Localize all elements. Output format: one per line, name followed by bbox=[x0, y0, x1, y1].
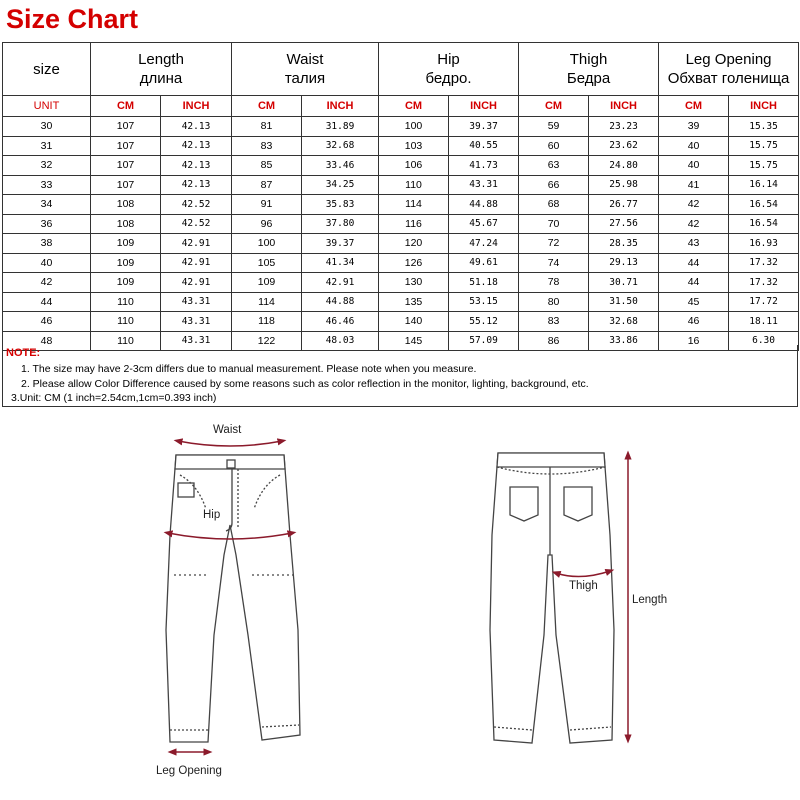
inch-cell: 42.91 bbox=[161, 234, 232, 254]
inch-cell: 39.37 bbox=[449, 117, 519, 137]
cm-cell: 100 bbox=[232, 234, 302, 254]
cm-cell: 107 bbox=[91, 156, 161, 176]
waist-measure-line bbox=[178, 424, 282, 446]
inch-cell: 55.12 bbox=[449, 312, 519, 332]
cm-cell: 83 bbox=[519, 312, 589, 332]
inch-cell: 40.55 bbox=[449, 136, 519, 156]
inch-cell: 42.91 bbox=[302, 273, 379, 293]
size-cell: 48 bbox=[3, 331, 91, 351]
inch-cell: 42.91 bbox=[161, 273, 232, 293]
cm-cell: 41 bbox=[659, 175, 729, 195]
inch-cell: 15.75 bbox=[729, 136, 799, 156]
cm-cell: 140 bbox=[379, 312, 449, 332]
inch-cell: 42.13 bbox=[161, 136, 232, 156]
inch-cell: 41.73 bbox=[449, 156, 519, 176]
table-row bbox=[3, 292, 799, 312]
cm-cell: 100 bbox=[379, 117, 449, 137]
inch-cell: 17.32 bbox=[729, 273, 799, 293]
cm-cell: 110 bbox=[91, 312, 161, 332]
size-cell: 44 bbox=[3, 292, 91, 312]
unit-inch: INCH bbox=[449, 96, 519, 117]
table-row bbox=[3, 117, 799, 137]
cm-cell: 91 bbox=[232, 195, 302, 215]
inch-cell: 44.88 bbox=[449, 195, 519, 215]
cm-cell: 85 bbox=[232, 156, 302, 176]
size-cell: 31 bbox=[3, 136, 91, 156]
waist-header: Waist талия bbox=[232, 43, 379, 96]
unit-inch: INCH bbox=[302, 96, 379, 117]
cm-cell: 60 bbox=[519, 136, 589, 156]
leg-opening-label: Leg Opening bbox=[156, 765, 222, 777]
thigh-label: Thigh bbox=[569, 580, 598, 592]
note-line-1: 1. The size may have 2-3cm differs due to manual measurement. Please note when you measure. bbox=[21, 363, 477, 375]
inch-cell: 16.54 bbox=[729, 195, 799, 215]
cm-cell: 59 bbox=[519, 117, 589, 137]
inch-cell: 42.52 bbox=[161, 195, 232, 215]
cm-cell: 39 bbox=[659, 117, 729, 137]
cm-cell: 87 bbox=[232, 175, 302, 195]
cm-cell: 107 bbox=[91, 136, 161, 156]
size-cell: 46 bbox=[3, 312, 91, 332]
inch-cell: 30.71 bbox=[589, 273, 659, 293]
note-line-3: 3.Unit: CM (1 inch=2.54cm,1cm=0.393 inch) bbox=[11, 392, 217, 404]
inch-cell: 53.15 bbox=[449, 292, 519, 312]
size-cell: 33 bbox=[3, 175, 91, 195]
size-cell: 30 bbox=[3, 117, 91, 137]
inch-cell: 25.98 bbox=[589, 175, 659, 195]
cm-cell: 145 bbox=[379, 331, 449, 351]
cm-cell: 114 bbox=[232, 292, 302, 312]
table-row bbox=[3, 234, 799, 254]
inch-cell: 15.35 bbox=[729, 117, 799, 137]
inch-cell: 18.11 bbox=[729, 312, 799, 332]
size-chart-table bbox=[2, 42, 799, 351]
cm-cell: 86 bbox=[519, 331, 589, 351]
table-row bbox=[3, 175, 799, 195]
inch-cell: 23.62 bbox=[589, 136, 659, 156]
length-label: Length bbox=[632, 594, 668, 606]
leg-opening-measure-line bbox=[156, 752, 222, 777]
inch-cell: 17.72 bbox=[729, 292, 799, 312]
cm-cell: 110 bbox=[91, 331, 161, 351]
cm-cell: 114 bbox=[379, 195, 449, 215]
inch-cell: 29.13 bbox=[589, 253, 659, 273]
size-cell: 40 bbox=[3, 253, 91, 273]
cm-cell: 109 bbox=[91, 273, 161, 293]
inch-cell: 49.61 bbox=[449, 253, 519, 273]
table-row bbox=[3, 312, 799, 332]
inch-cell: 17.32 bbox=[729, 253, 799, 273]
cm-cell: 44 bbox=[659, 253, 729, 273]
size-cell: 34 bbox=[3, 195, 91, 215]
cm-cell: 45 bbox=[659, 292, 729, 312]
cm-cell: 110 bbox=[91, 292, 161, 312]
size-cell: 42 bbox=[3, 273, 91, 293]
unit-cm: CM bbox=[519, 96, 589, 117]
cm-cell: 109 bbox=[91, 234, 161, 254]
inch-cell: 37.80 bbox=[302, 214, 379, 234]
cm-cell: 81 bbox=[232, 117, 302, 137]
cm-cell: 105 bbox=[232, 253, 302, 273]
inch-cell: 16.93 bbox=[729, 234, 799, 254]
cm-cell: 63 bbox=[519, 156, 589, 176]
inch-cell: 48.03 bbox=[302, 331, 379, 351]
inch-cell: 35.83 bbox=[302, 195, 379, 215]
cm-cell: 130 bbox=[379, 273, 449, 293]
inch-cell: 45.67 bbox=[449, 214, 519, 234]
measurement-illustration bbox=[0, 405, 800, 800]
unit-cm: CM bbox=[91, 96, 161, 117]
inch-cell: 42.13 bbox=[161, 156, 232, 176]
leg-opening-header: Leg Opening Обхват голенища bbox=[659, 43, 799, 96]
cm-cell: 108 bbox=[91, 195, 161, 215]
size-cell: 36 bbox=[3, 214, 91, 234]
header-row bbox=[3, 43, 799, 96]
cm-cell: 68 bbox=[519, 195, 589, 215]
waist-label: Waist bbox=[213, 424, 242, 436]
inch-cell: 44.88 bbox=[302, 292, 379, 312]
cm-cell: 106 bbox=[379, 156, 449, 176]
inch-cell: 39.37 bbox=[302, 234, 379, 254]
hip-header: Hip бедро. bbox=[379, 43, 519, 96]
cm-cell: 43 bbox=[659, 234, 729, 254]
front-jeans-drawing bbox=[166, 455, 300, 742]
size-cell: 38 bbox=[3, 234, 91, 254]
inch-cell: 27.56 bbox=[589, 214, 659, 234]
cm-cell: 107 bbox=[91, 117, 161, 137]
inch-cell: 24.80 bbox=[589, 156, 659, 176]
inch-cell: 31.50 bbox=[589, 292, 659, 312]
inch-cell: 42.91 bbox=[161, 253, 232, 273]
inch-cell: 15.75 bbox=[729, 156, 799, 176]
cm-cell: 109 bbox=[232, 273, 302, 293]
inch-cell: 42.13 bbox=[161, 175, 232, 195]
cm-cell: 108 bbox=[91, 214, 161, 234]
cm-cell: 70 bbox=[519, 214, 589, 234]
cm-cell: 83 bbox=[232, 136, 302, 156]
table-row bbox=[3, 195, 799, 215]
inch-cell: 16.54 bbox=[729, 214, 799, 234]
unit-label: UNIT bbox=[3, 96, 91, 117]
table-row bbox=[3, 136, 799, 156]
inch-cell: 32.68 bbox=[589, 312, 659, 332]
inch-cell: 46.46 bbox=[302, 312, 379, 332]
inch-cell: 33.86 bbox=[589, 331, 659, 351]
cm-cell: 118 bbox=[232, 312, 302, 332]
page-title: Size Chart bbox=[6, 4, 139, 34]
inch-cell: 43.31 bbox=[161, 292, 232, 312]
length-measure-line bbox=[628, 455, 667, 739]
inch-cell: 43.31 bbox=[161, 312, 232, 332]
unit-cm: CM bbox=[659, 96, 729, 117]
inch-cell: 43.31 bbox=[449, 175, 519, 195]
inch-cell: 51.18 bbox=[449, 273, 519, 293]
unit-cm: CM bbox=[379, 96, 449, 117]
cm-cell: 44 bbox=[659, 273, 729, 293]
inch-cell: 57.09 bbox=[449, 331, 519, 351]
table-row bbox=[3, 253, 799, 273]
inch-cell: 28.35 bbox=[589, 234, 659, 254]
cm-cell: 72 bbox=[519, 234, 589, 254]
notes-box bbox=[2, 345, 798, 407]
cm-cell: 40 bbox=[659, 156, 729, 176]
thigh-header: Thigh Бедра bbox=[519, 43, 659, 96]
cm-cell: 40 bbox=[659, 136, 729, 156]
cm-cell: 46 bbox=[659, 312, 729, 332]
unit-inch: INCH bbox=[589, 96, 659, 117]
inch-cell: 33.46 bbox=[302, 156, 379, 176]
cm-cell: 78 bbox=[519, 273, 589, 293]
cm-cell: 66 bbox=[519, 175, 589, 195]
hip-label: Hip bbox=[203, 509, 221, 521]
inch-cell: 42.52 bbox=[161, 214, 232, 234]
inch-cell: 23.23 bbox=[589, 117, 659, 137]
inch-cell: 31.89 bbox=[302, 117, 379, 137]
cm-cell: 42 bbox=[659, 214, 729, 234]
size-cell: 32 bbox=[3, 156, 91, 176]
inch-cell: 6.30 bbox=[729, 331, 799, 351]
cm-cell: 42 bbox=[659, 195, 729, 215]
inch-cell: 41.34 bbox=[302, 253, 379, 273]
back-jeans-drawing bbox=[490, 453, 614, 743]
cm-cell: 110 bbox=[379, 175, 449, 195]
cm-cell: 96 bbox=[232, 214, 302, 234]
unit-row bbox=[3, 96, 799, 117]
inch-cell: 43.31 bbox=[161, 331, 232, 351]
size-header: size bbox=[3, 43, 91, 96]
inch-cell: 42.13 bbox=[161, 117, 232, 137]
cm-cell: 126 bbox=[379, 253, 449, 273]
cm-cell: 103 bbox=[379, 136, 449, 156]
cm-cell: 74 bbox=[519, 253, 589, 273]
cm-cell: 120 bbox=[379, 234, 449, 254]
cm-cell: 109 bbox=[91, 253, 161, 273]
note-line-2: 2. Please allow Color Difference caused by some reasons such as color reflection in the monitor, lighting, background, etc. bbox=[21, 378, 589, 390]
cm-cell: 80 bbox=[519, 292, 589, 312]
cm-cell: 107 bbox=[91, 175, 161, 195]
inch-cell: 47.24 bbox=[449, 234, 519, 254]
cm-cell: 122 bbox=[232, 331, 302, 351]
table-row bbox=[3, 156, 799, 176]
notes-heading: NOTE: bbox=[6, 347, 41, 359]
inch-cell: 32.68 bbox=[302, 136, 379, 156]
unit-inch: INCH bbox=[729, 96, 799, 117]
inch-cell: 34.25 bbox=[302, 175, 379, 195]
cm-cell: 135 bbox=[379, 292, 449, 312]
length-header: Length длина bbox=[91, 43, 232, 96]
unit-inch: INCH bbox=[161, 96, 232, 117]
inch-cell: 26.77 bbox=[589, 195, 659, 215]
table-row bbox=[3, 273, 799, 293]
inch-cell: 16.14 bbox=[729, 175, 799, 195]
table-row bbox=[3, 214, 799, 234]
unit-cm: CM bbox=[232, 96, 302, 117]
cm-cell: 116 bbox=[379, 214, 449, 234]
cm-cell: 16 bbox=[659, 331, 729, 351]
